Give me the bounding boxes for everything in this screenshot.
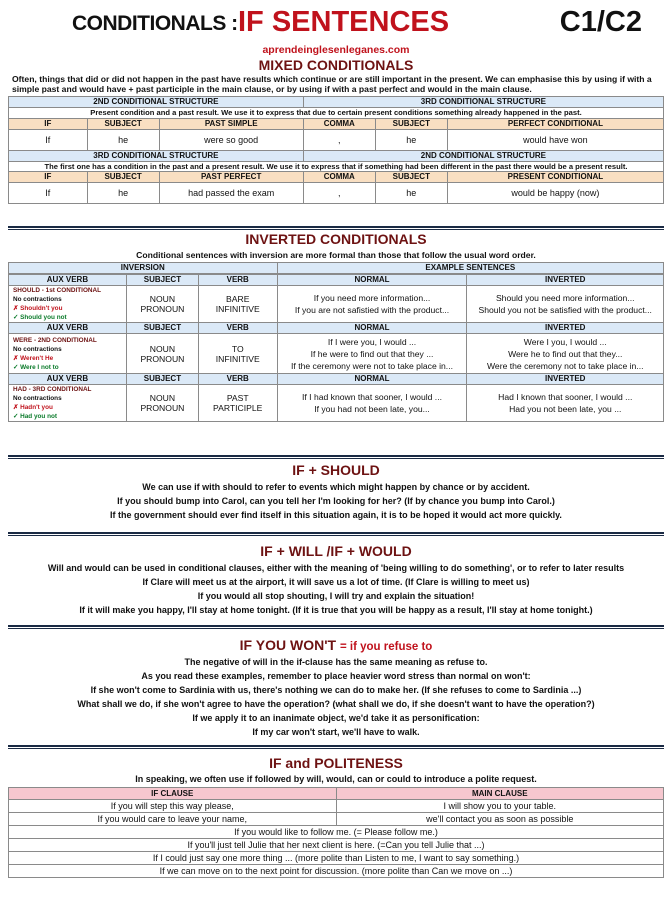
should-line: If the government should ever find itself in this situation again, it is to be hoped it would act more quickly. <box>110 510 562 520</box>
site-link[interactable]: aprendeinglesenleganes.com <box>262 44 410 56</box>
will-section <box>8 543 664 616</box>
verb-cell <box>198 286 277 323</box>
mixed-title: MIXED CONDITIONALS <box>258 57 414 73</box>
col-header: PRESENT CONDITIONAL <box>447 172 663 183</box>
aux-verb-cell <box>9 334 127 374</box>
col-header: COMMA <box>303 172 375 183</box>
polite-table <box>8 787 664 878</box>
col-header: NORMAL <box>277 275 467 286</box>
divider <box>8 625 664 629</box>
will-line: If it will make you happy, I'll stay at home tonight. (If it is true that you will be happy as a result, I'll stay at home tonight.) <box>79 605 593 615</box>
cell: If you will step this way please, <box>9 800 337 813</box>
example-line: Had you not been late, you ... <box>509 404 622 415</box>
col-header: PAST PERFECT <box>159 172 303 183</box>
aux-nc: No contractions <box>13 296 62 304</box>
should-title: IF + SHOULD <box>292 462 380 478</box>
verb-cell-line: INFINITIVE <box>215 304 260 315</box>
verb-cell-line: PAST <box>226 393 249 404</box>
cell: he <box>87 129 159 150</box>
aux-nc: No contractions <box>13 345 62 353</box>
divider <box>8 532 664 536</box>
wont-line: What shall we do, if she won't agree to have the operation? (what shall we do, if she doesn't want to have the operation?) <box>77 699 595 709</box>
col-header: VERB <box>198 275 277 286</box>
will-line: If you would all stop shouting, I will try and explain the situation! <box>197 591 475 601</box>
structure-note: Present condition and a past result. We use it to express that due to certain present conditions something already happened in the past. <box>9 108 664 119</box>
col-header: SUBJECT <box>87 172 159 183</box>
divider <box>8 226 664 230</box>
subject-cell <box>126 334 198 374</box>
inverted-cell <box>467 385 664 422</box>
mixed-intro: Often, things that did or did not happen in the past have results which continue or are still important in the present. We can emphasise this by using if with a simple past and would have + past participle in the main clause, or by using if with a past perfect and would in the main clause. <box>12 74 652 95</box>
example-line: Should you not be satisfied with the product... <box>478 305 652 316</box>
aux-wrong: ✗ Hadn't you <box>13 404 53 412</box>
aux-verb-cell <box>9 385 127 422</box>
example-line: If you had not been late, you... <box>314 404 430 415</box>
verb-cell-line: TO <box>231 343 244 354</box>
subject-cell <box>126 286 198 323</box>
cell: If <box>9 129 88 150</box>
col-header: SUBJECT <box>126 374 198 385</box>
wont-section <box>8 637 664 738</box>
wont-line: If she won't come to Sardinia with us, there's nothing we can do to make her. (If she refuses to come to Sardinia ...) <box>90 685 582 695</box>
should-line: We can use if with should to refer to events which might happen by chance or by accident. <box>142 482 530 492</box>
divider <box>8 455 664 459</box>
example-line: Should you need more information... <box>495 293 635 304</box>
cell: were so good <box>159 129 303 150</box>
example-line: If he were to find out that they ... <box>310 348 434 359</box>
cell: , <box>303 183 375 204</box>
col-header: AUX VERB <box>9 323 127 334</box>
col-header: IF CLAUSE <box>9 788 337 800</box>
divider <box>8 745 664 749</box>
inverted-table <box>8 262 664 274</box>
cell: he <box>375 183 447 204</box>
col-header: SUBJECT <box>126 323 198 334</box>
inverted-cell <box>467 286 664 323</box>
col-header: VERB <box>198 374 277 385</box>
aux-right: ✓ Were I not to <box>13 363 59 371</box>
verb-cell <box>198 334 277 374</box>
wont-subtitle: = if you refuse to <box>339 641 433 653</box>
normal-cell <box>277 334 467 374</box>
inverted-title: INVERTED CONDITIONALS <box>245 231 427 247</box>
inversion-header: INVERSION <box>9 263 278 274</box>
level-badge: C1/C2 <box>559 6 642 38</box>
inverted-cell <box>467 334 664 374</box>
cell: If I could just say one more thing ... (more polite than Listen to me, I want to say something.) <box>9 852 664 865</box>
will-title: IF + WILL /IF + WOULD <box>260 543 412 559</box>
cell: we'll contact you as soon as possible <box>336 813 664 826</box>
cell: would have won <box>447 129 663 150</box>
col-header: SUBJECT <box>87 118 159 129</box>
verb-cell-line: INFINITIVE <box>215 353 260 364</box>
col-header: IF <box>9 172 88 183</box>
inverted-intro: Conditional sentences with inversion are more formal than those that follow the usual word order. <box>136 250 536 260</box>
aux-wrong: ✗ Weren't He <box>13 354 54 362</box>
example-line: Were the ceremony not to take place in... <box>486 360 644 371</box>
structure-right: 2ND CONDITIONAL STRUCTURE <box>303 150 663 161</box>
aux-right: ✓ Should you not <box>13 314 67 322</box>
col-header: COMMA <box>303 118 375 129</box>
subject-cell-line: PRONOUN <box>140 353 185 364</box>
polite-section <box>8 755 664 878</box>
will-line: Will and would can be used in conditional clauses, either with the meaning of 'being willing to do something', or to refer to later results <box>47 563 625 573</box>
col-header: VERB <box>198 323 277 334</box>
aux-aux: HAD - 3RD CONDITIONAL <box>13 386 92 394</box>
verb-cell <box>198 385 277 422</box>
normal-cell <box>277 286 467 323</box>
wont-title-text: IF YOU WON'T <box>239 637 337 653</box>
example-line: If I had known that sooner, I would ... <box>302 392 442 403</box>
structure-note: The first one has a condition in the past and a present result. We use it to express that if something had been different in the past there would be a present result. <box>9 161 664 172</box>
subject-cell <box>126 385 198 422</box>
will-line: If Clare will meet us at the airport, it will save us a lot of time. (If Clare is willing to meet us) <box>142 577 530 587</box>
inverted-rows <box>8 274 664 422</box>
aux-nc: No contractions <box>13 395 62 403</box>
subject-cell-line: PRONOUN <box>140 403 185 414</box>
should-section <box>8 462 664 521</box>
col-header: INVERTED <box>467 323 664 334</box>
cell: I will show you to your table. <box>336 800 664 813</box>
aux-verb-cell <box>9 286 127 323</box>
polite-intro: In speaking, we often use if followed by will, would, can or could to introduce a polite request. <box>135 774 537 784</box>
aux-wrong: ✗ Shouldn't you <box>13 305 63 313</box>
cell: would be happy (now) <box>447 183 663 204</box>
mixed-section <box>8 57 664 204</box>
subject-cell-line: PRONOUN <box>140 304 185 315</box>
cell: If <box>9 183 88 204</box>
subject-cell-line: NOUN <box>149 343 176 354</box>
col-header: SUBJECT <box>375 172 447 183</box>
col-header: INVERTED <box>467 275 664 286</box>
col-header: SUBJECT <box>375 118 447 129</box>
wont-line: As you read these examples, remember to place heavier word stress than normal on won't: <box>141 671 531 681</box>
example-line: If the ceremony were not to take place in... <box>291 360 453 371</box>
page-title-prefix: CONDITIONALS : <box>72 12 238 35</box>
col-header: PAST SIMPLE <box>159 118 303 129</box>
col-header: NORMAL <box>277 323 467 334</box>
verb-cell-line: PARTICIPLE <box>213 403 263 414</box>
col-header: NORMAL <box>277 374 467 385</box>
wont-line: The negative of will in the if-clause has the same meaning as refuse to. <box>184 657 488 667</box>
structure-left: 3RD CONDITIONAL STRUCTURE <box>9 150 304 161</box>
polite-title: IF and POLITENESS <box>269 755 403 771</box>
verb-cell-line: BARE <box>226 294 250 305</box>
cell: had passed the exam <box>159 183 303 204</box>
normal-cell <box>277 385 467 422</box>
col-header: SUBJECT <box>126 275 198 286</box>
examples-header: EXAMPLE SENTENCES <box>277 263 663 274</box>
should-line: If you should bump into Carol, can you tell her I'm looking for her? (If by chance you bump into Carol.) <box>117 496 555 506</box>
subject-cell-line: NOUN <box>149 393 176 404</box>
cell: If you would like to follow me. (= Please follow me.) <box>9 826 664 839</box>
cell: he <box>375 129 447 150</box>
col-header: PERFECT CONDITIONAL <box>447 118 663 129</box>
example-line: Were I you, I would ... <box>523 336 607 347</box>
col-header: AUX VERB <box>9 374 127 385</box>
cell: If we can move on to the next point for discussion. (more polite than Can we move on ...) <box>9 865 664 878</box>
cell: , <box>303 129 375 150</box>
page-title: IF SENTENCES <box>238 6 450 38</box>
wont-line: If we apply it to an inanimate object, we'd take it as personification: <box>192 713 480 723</box>
col-header: IF <box>9 118 88 129</box>
example-line: Were he to find out that they... <box>508 348 623 359</box>
col-header: MAIN CLAUSE <box>336 788 664 800</box>
example-line: If you need more information... <box>313 293 431 304</box>
example-line: If you are not safistied with the product... <box>294 305 450 316</box>
mixed-table-1 <box>8 96 664 204</box>
example-line: Had I known that sooner, I would ... <box>498 392 633 403</box>
aux-aux: SHOULD - 1st CONDITIONAL <box>13 287 102 295</box>
structure-right: 3RD CONDITIONAL STRUCTURE <box>303 97 663 108</box>
example-line: If I were you, I would ... <box>327 336 417 347</box>
col-header: AUX VERB <box>9 275 127 286</box>
aux-aux: WERE - 2ND CONDITIONAL <box>13 336 97 344</box>
wont-line: If my car won't start, we'll have to walk. <box>252 727 420 737</box>
col-header: INVERTED <box>467 374 664 385</box>
aux-right: ✓ Had you not <box>13 413 58 421</box>
inverted-section <box>8 231 664 422</box>
header <box>8 0 664 46</box>
structure-left: 2ND CONDITIONAL STRUCTURE <box>9 97 304 108</box>
subject-cell-line: NOUN <box>149 294 176 305</box>
cell: he <box>87 183 159 204</box>
cell: If you'll just tell Julie that her next client is here. (=Can you tell Julie that ...) <box>9 839 664 852</box>
wont-title <box>8 637 664 654</box>
cell: If you would care to leave your name, <box>9 813 337 826</box>
